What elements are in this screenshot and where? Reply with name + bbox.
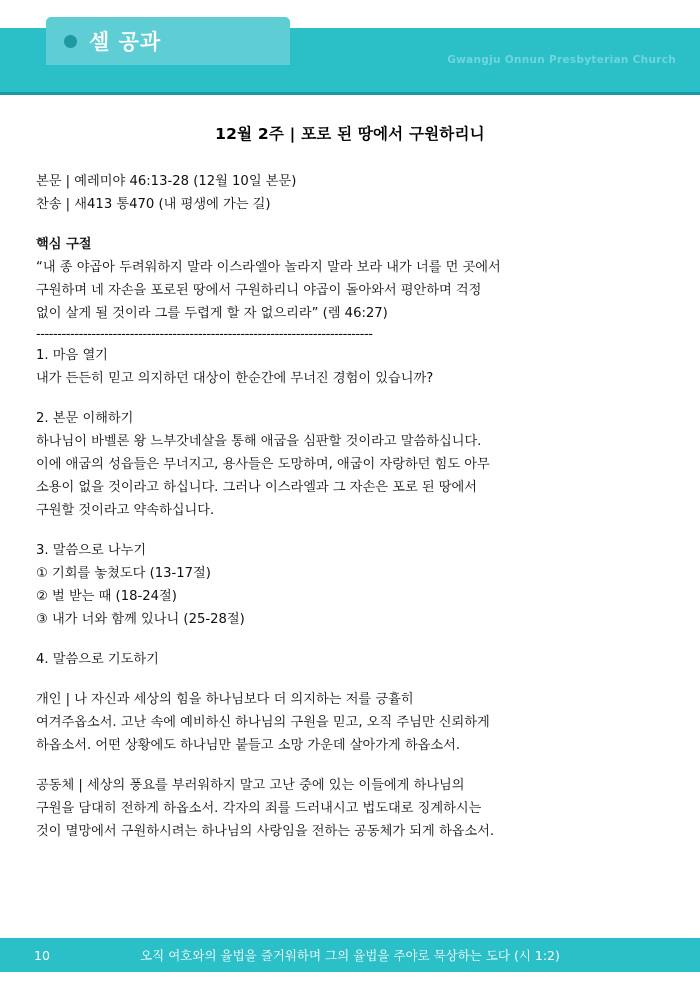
paragraph-spacer bbox=[36, 522, 664, 539]
text-line: 본문 | 예레미야 46:13-28 (12월 10일 본문) bbox=[36, 174, 297, 189]
text-line: 것이 멸망에서 구원하시려는 하나님의 사랑임을 전하는 공동체가 되게 하옵소서. bbox=[36, 824, 495, 839]
paragraph-spacer bbox=[36, 216, 664, 233]
text-line: 핵심 구절 bbox=[36, 237, 92, 252]
paragraph-spacer bbox=[36, 390, 664, 407]
text-line: ① 기회를 놓쳤도다 (13-17절) bbox=[36, 566, 211, 581]
page-title: 12월 2주 | 포로 된 땅에서 구원하리니 bbox=[215, 125, 485, 143]
text-line: ② 벌 받는 때 (18-24절) bbox=[36, 589, 177, 604]
footer-verse: 오직 여호와의 율법을 즐거워하며 그의 율법을 주야로 묵상하는 도다 (시 1:2) bbox=[140, 948, 560, 963]
text-line: “내 종 야곱아 두려워하지 말라 이스라엘아 놀라지 말라 보라 내가 너를 먼 곳에서 bbox=[36, 260, 501, 275]
text-line: 구원할 것이라고 약속하십니다. bbox=[36, 503, 215, 518]
paragraph-spacer bbox=[36, 757, 664, 774]
text-line: 구원하며 네 자손을 포로된 땅에서 구원하리니 야곱이 돌아와서 평안하며 걱정 bbox=[36, 283, 482, 298]
text-line: 없이 살게 될 것이라 그를 두렵게 할 자 없으리라” (렘 46:27) bbox=[36, 306, 388, 321]
section-divider: ------------------------------------------------------------------------------- bbox=[36, 327, 373, 342]
page-header bbox=[0, 28, 700, 92]
header-underline bbox=[0, 92, 700, 95]
text-line: 1. 마음 열기 bbox=[36, 348, 108, 363]
text-line: 3. 말씀으로 나누기 bbox=[36, 543, 147, 558]
church-name-label: Gwangju Onnun Presbyterian Church bbox=[447, 54, 676, 66]
text-line: 4. 말씀으로 기도하기 bbox=[36, 652, 159, 667]
header-tab-label: 셀 공과 bbox=[89, 30, 162, 54]
text-line: 하나님이 바벨론 왕 느부갓네살을 통해 애굽을 심판할 것이라고 말씀하십니다. bbox=[36, 434, 482, 449]
page-number: 10 bbox=[34, 947, 50, 963]
text-line: 구원을 담대히 전하게 하옵소서. 각자의 죄를 드러내시고 법도대로 징계하시는 bbox=[36, 801, 482, 816]
text-line: ③ 내가 너와 함께 있나니 (25-28절) bbox=[36, 612, 245, 627]
text-line: 2. 본문 이해하기 bbox=[36, 411, 134, 426]
text-line: 찬송 | 새413 통470 (내 평생에 가는 길) bbox=[36, 197, 271, 212]
paragraph-spacer bbox=[36, 671, 664, 688]
text-line: 개인 | 나 자신과 세상의 힘을 하나님보다 더 의지하는 저를 긍휼히 bbox=[36, 692, 414, 707]
text-line: 공동체 | 세상의 풍요를 부러워하지 말고 고난 중에 있는 이들에게 하나님의 bbox=[36, 778, 465, 793]
page-footer bbox=[0, 938, 700, 972]
text-line: 내가 든든히 믿고 의지하던 대상이 한순간에 무너진 경험이 있습니까? bbox=[36, 371, 434, 386]
lesson-text-block bbox=[36, 170, 664, 843]
text-line: 여겨주옵소서. 고난 속에 예비하신 하나님의 구원을 믿고, 오직 주님만 신뢰하게 bbox=[36, 715, 490, 730]
text-line: 하옵소서. 어떤 상황에도 하나님만 붙들고 소망 가운데 살아가게 하옵소서. bbox=[36, 738, 461, 753]
bullet-dot-icon bbox=[64, 35, 77, 48]
header-tab bbox=[46, 17, 290, 65]
text-line: 이에 애굽의 성읍들은 무너지고, 용사들은 도망하며, 애굽이 자랑하던 힘도 아무 bbox=[36, 457, 490, 472]
document-body bbox=[0, 100, 700, 843]
paragraph-spacer bbox=[36, 631, 664, 648]
text-line: 소용이 없을 것이라고 하십니다. 그러나 이스라엘과 그 자손은 포로 된 땅에서 bbox=[36, 480, 478, 495]
